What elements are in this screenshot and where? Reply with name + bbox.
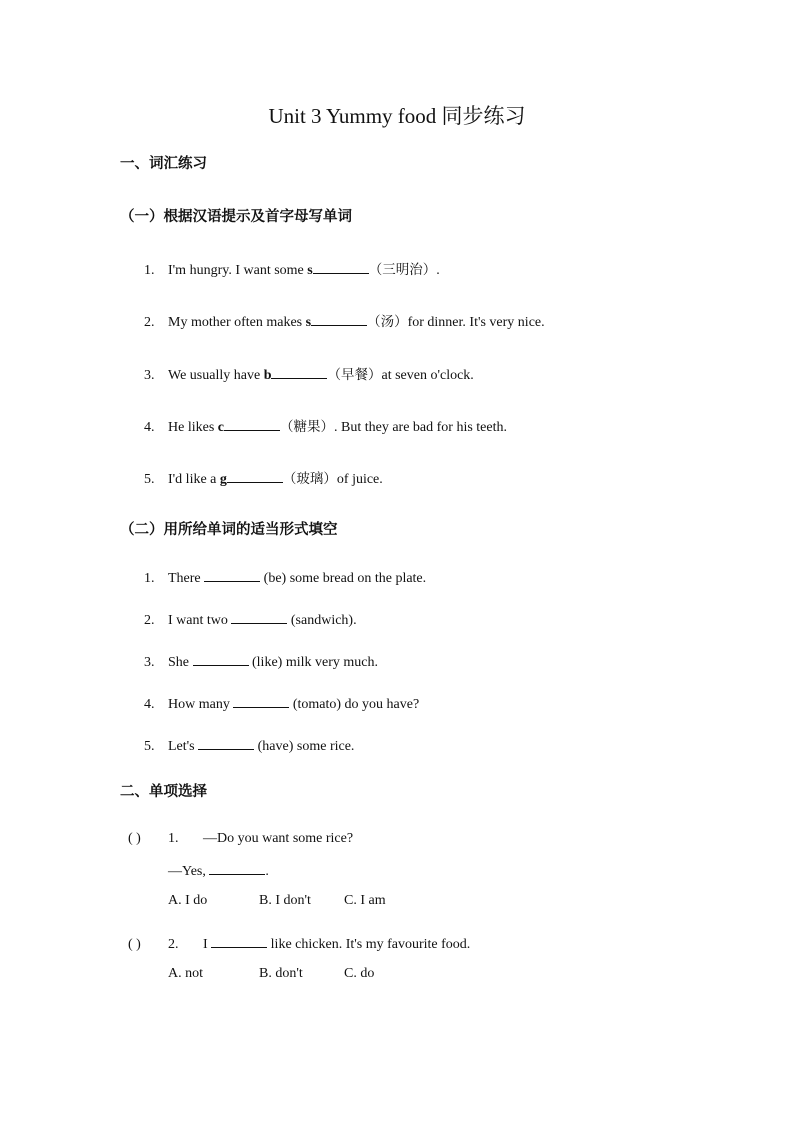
- question-text-end: for dinner. It's very nice.: [407, 315, 545, 330]
- part-2-heading: （二）用所给单词的适当形式填空: [120, 522, 338, 538]
- answer-blank[interactable]: [211, 935, 267, 948]
- question-text-end: of juice.: [336, 472, 383, 487]
- choice-question-1-options: [168, 893, 386, 909]
- choice-question-2: [128, 935, 470, 953]
- answer-blank[interactable]: [224, 418, 280, 431]
- form-question-2: [144, 611, 357, 629]
- question-line-1-end: like chicken. It's my favourite food.: [267, 937, 471, 952]
- section-1-heading: 一、词汇练习: [120, 156, 207, 172]
- question-number: 5.: [144, 739, 155, 754]
- question-number: 4.: [144, 420, 155, 435]
- question-line-1: —Do you want some rice?: [203, 831, 354, 846]
- vocab-question-3: [144, 363, 474, 384]
- option-c[interactable]: C. do: [344, 966, 375, 981]
- question-number: 4.: [144, 697, 155, 712]
- answer-paren[interactable]: ( ): [128, 937, 141, 952]
- answer-blank[interactable]: [198, 737, 254, 750]
- answer-blank[interactable]: [193, 653, 249, 666]
- option-b[interactable]: B. don't: [259, 966, 303, 981]
- question-text: We usually have: [168, 368, 264, 383]
- form-question-5: [144, 737, 354, 755]
- question-number: 2.: [144, 613, 155, 628]
- question-line-2: —Yes,: [168, 864, 210, 879]
- choice-question-1: [128, 831, 353, 847]
- part-1-heading: （一）根据汉语提示及首字母写单词: [120, 209, 352, 225]
- initial-letter: s: [305, 315, 312, 330]
- vocab-question-5: [144, 467, 383, 488]
- initial-letter: g: [219, 472, 227, 487]
- answer-paren[interactable]: ( ): [128, 831, 141, 846]
- answer-blank[interactable]: [311, 313, 367, 326]
- answer-blank[interactable]: [204, 569, 260, 582]
- question-text-end: at seven o'clock.: [381, 368, 474, 383]
- initial-letter: s: [307, 263, 313, 278]
- form-question-4: [144, 695, 419, 713]
- option-c[interactable]: C. I am: [344, 893, 386, 908]
- question-number: 3.: [144, 368, 155, 383]
- question-line-2-end: .: [265, 864, 269, 879]
- chinese-hint: （汤）: [367, 314, 408, 330]
- question-text-end: (sandwich).: [287, 613, 357, 628]
- question-number: 1.: [144, 571, 155, 586]
- question-text: Let's: [168, 739, 199, 754]
- form-question-1: [144, 569, 426, 587]
- question-number: 1.: [144, 263, 155, 278]
- choice-question-2-options: [168, 966, 374, 982]
- question-text-end: (tomato) do you have?: [289, 697, 420, 712]
- question-text: I'd like a: [168, 472, 220, 487]
- answer-blank[interactable]: [271, 366, 327, 379]
- answer-blank[interactable]: [231, 611, 287, 624]
- question-text: He likes: [168, 420, 218, 435]
- vocab-question-4: [144, 415, 507, 436]
- question-text: There: [168, 571, 205, 586]
- question-number: 3.: [144, 655, 155, 670]
- question-text: My mother often makes: [168, 315, 306, 330]
- chinese-hint: （玻璃）: [282, 471, 337, 487]
- question-number: 2.: [168, 937, 179, 952]
- page-title: Unit 3 Yummy food 同步练习: [268, 104, 526, 128]
- question-text-end: (be) some bread on the plate.: [260, 571, 427, 586]
- answer-blank[interactable]: [209, 862, 265, 875]
- answer-blank[interactable]: [227, 470, 283, 483]
- question-number: 5.: [144, 472, 155, 487]
- question-text-end: (like) milk very much.: [248, 655, 378, 670]
- question-text: I want two: [168, 613, 232, 628]
- vocab-question-2: [144, 310, 545, 331]
- question-line-1: I: [203, 937, 212, 952]
- question-text: How many: [168, 697, 234, 712]
- form-question-3: [144, 653, 378, 671]
- question-text: She: [168, 655, 193, 670]
- chinese-hint: （糖果）: [279, 419, 334, 435]
- question-text-end: .: [436, 263, 440, 278]
- option-a[interactable]: A. I do: [168, 893, 208, 908]
- chinese-hint: （三明治）: [368, 262, 437, 278]
- question-text-end: . But they are bad for his teeth.: [333, 420, 507, 435]
- answer-blank[interactable]: [233, 695, 289, 708]
- option-b[interactable]: B. I don't: [259, 893, 311, 908]
- answer-blank[interactable]: [313, 261, 369, 274]
- initial-letter: c: [217, 420, 224, 435]
- chinese-hint: （早餐）: [327, 367, 382, 383]
- question-text-end: (have) some rice.: [254, 739, 355, 754]
- question-number: 2.: [144, 315, 155, 330]
- vocab-question-1: [144, 258, 440, 279]
- initial-letter: b: [263, 368, 272, 383]
- option-a[interactable]: A. not: [168, 966, 203, 981]
- section-2-heading: 二、单项选择: [120, 784, 207, 800]
- choice-question-1-line-2: [168, 862, 269, 880]
- question-number: 1.: [168, 831, 179, 846]
- question-text: I'm hungry. I want some: [168, 263, 308, 278]
